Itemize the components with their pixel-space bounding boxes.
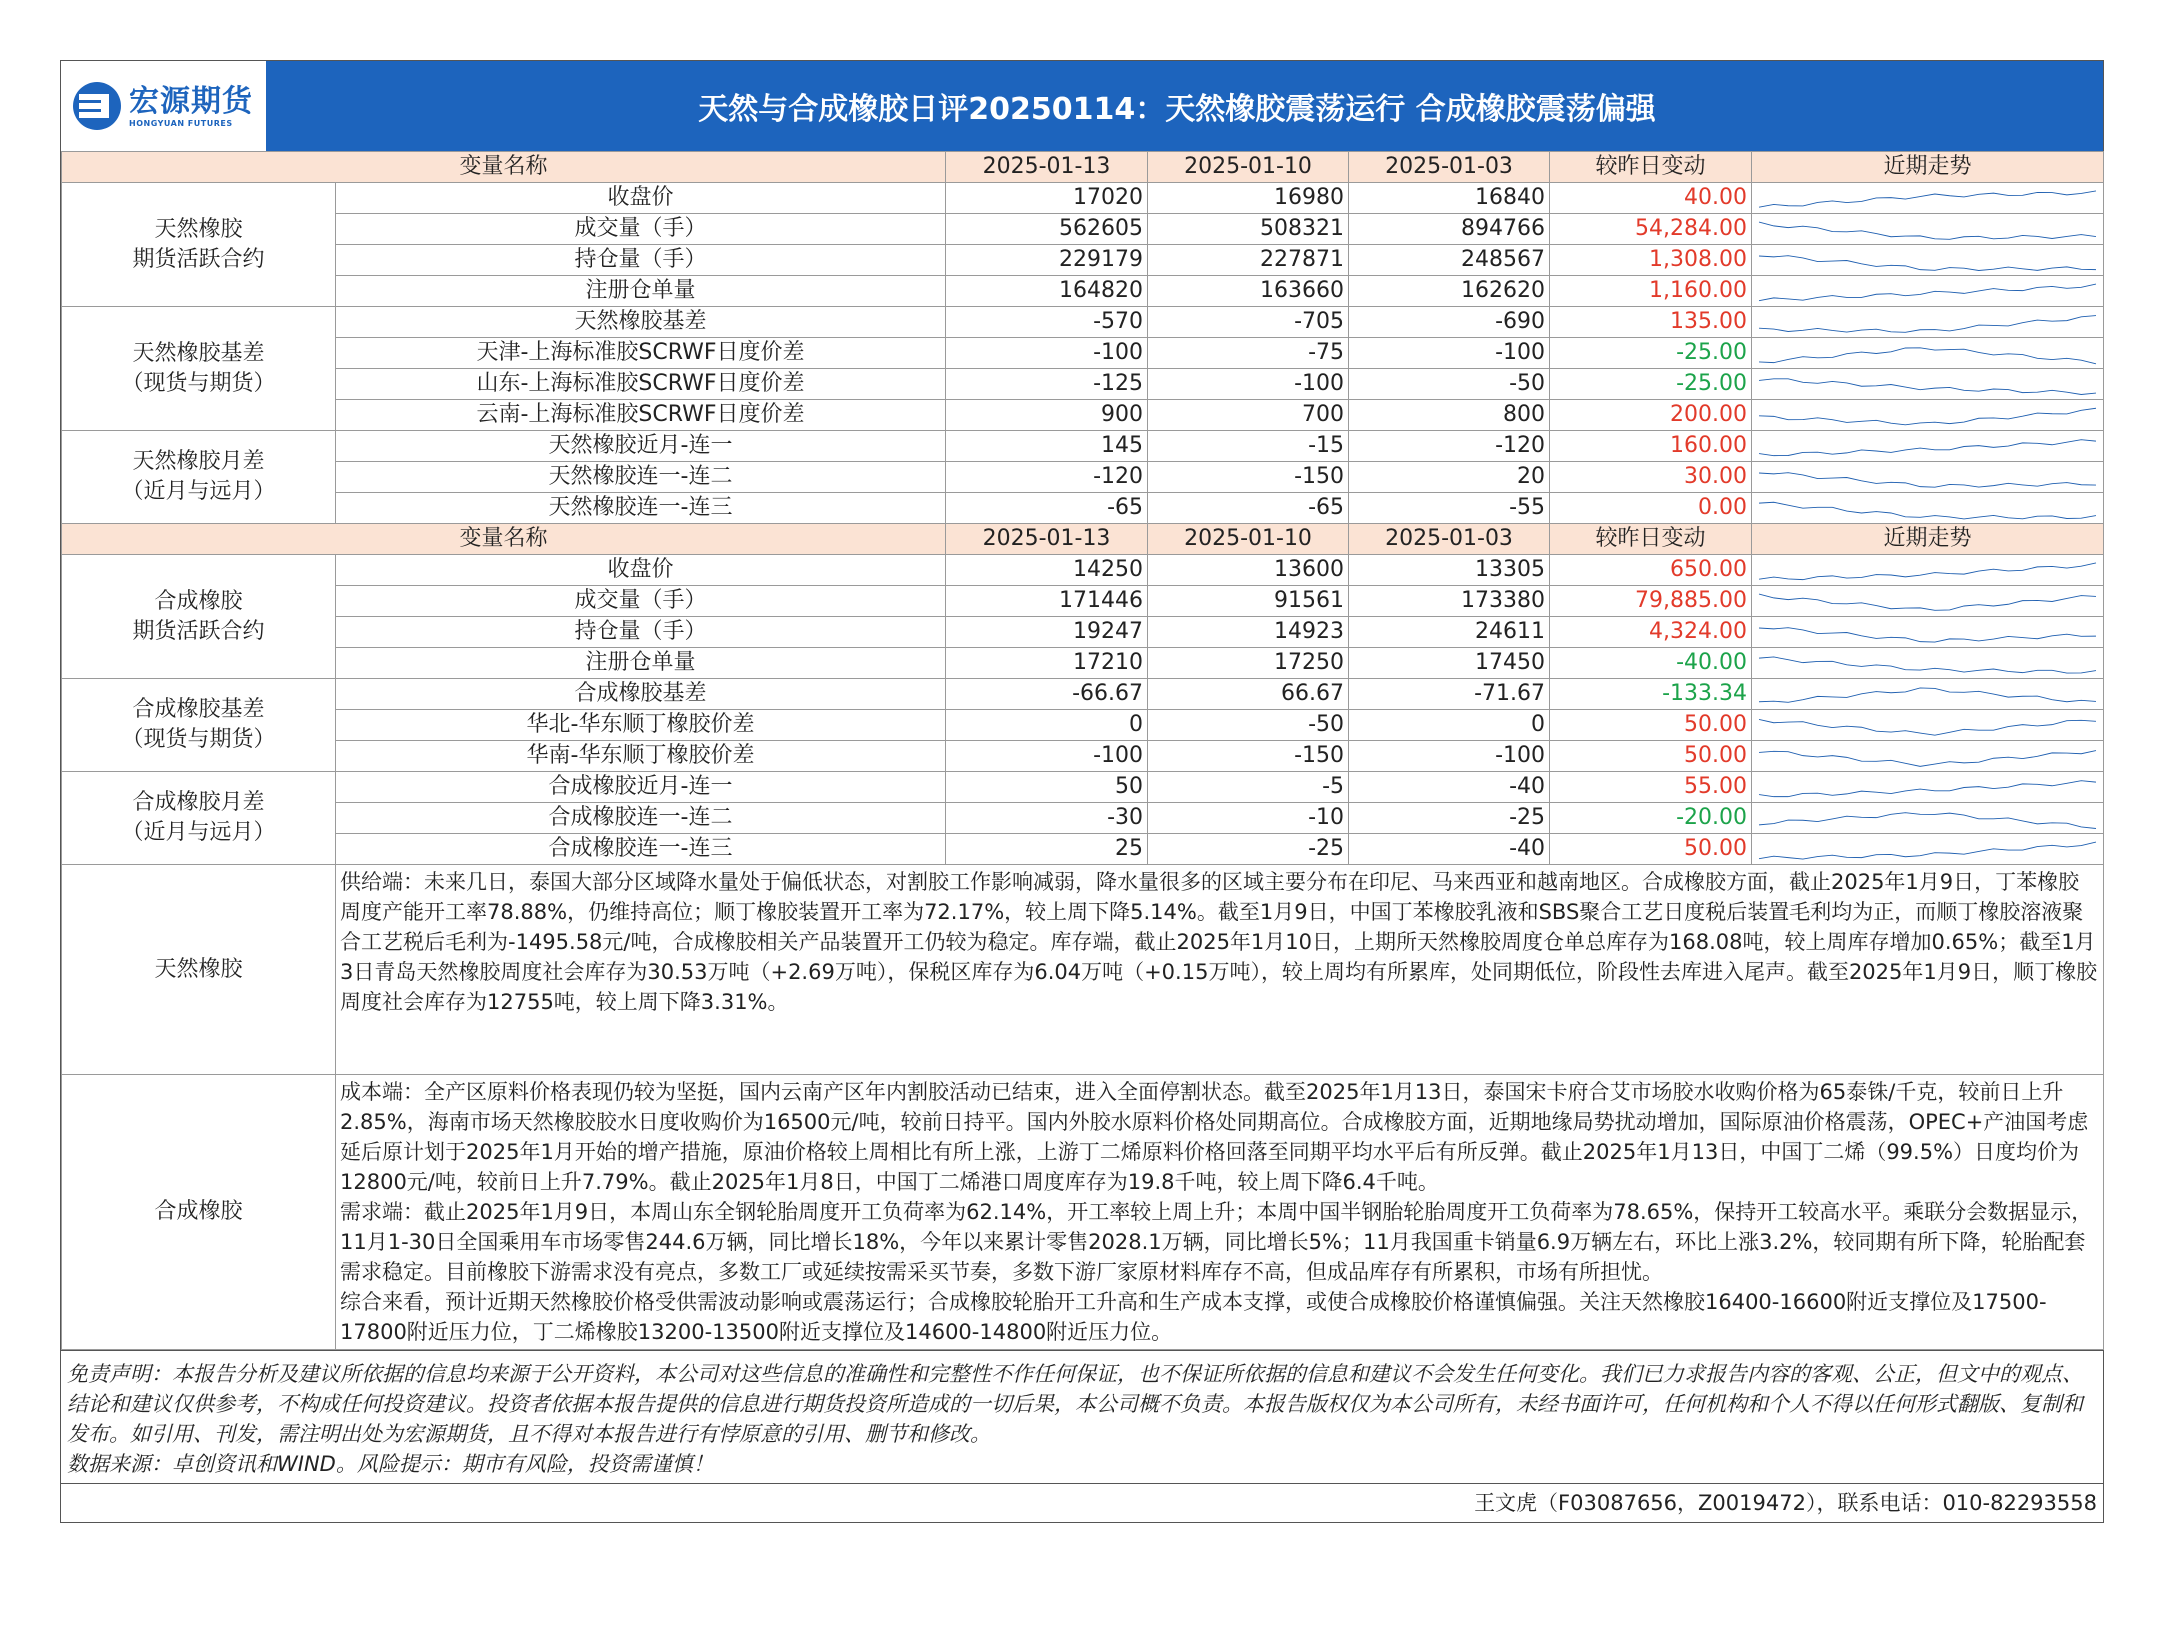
value-2025-01-10: 17250 xyxy=(1148,648,1349,679)
table-row xyxy=(62,741,2104,772)
sparkline-chart xyxy=(1752,308,2103,337)
trend-sparkline xyxy=(1752,400,2104,431)
commentary-summary: 综合来看，预计近期天然橡胶价格受供需波动影响或震荡运行；合成橡胶轮胎开工升高和生产成本支撑，或使合成橡胶价格谨慎偏强。关注天然橡胶16400-16600附近支撑位及17500-17800附近压力位，丁二烯橡胶13200-13500附近支撑位及14600-14800附近压力位。 xyxy=(340,1290,2047,1344)
sparkline-path xyxy=(1759,502,2096,519)
sparkline-chart xyxy=(1752,649,2103,678)
value-2025-01-03: -50 xyxy=(1349,369,1550,400)
group-label-line: 合成橡胶基差 xyxy=(132,697,265,722)
sparkline-chart xyxy=(1752,618,2103,647)
sparkline-path xyxy=(1759,255,2096,270)
value-2025-01-03: 173380 xyxy=(1349,586,1550,617)
daily-change: 30.00 xyxy=(1550,462,1752,493)
value-2025-01-13: -570 xyxy=(946,307,1148,338)
group-label xyxy=(62,307,336,431)
table-row xyxy=(62,834,2104,865)
logo-name-en: HONGYUAN FUTURES xyxy=(129,118,233,128)
sparkline-path xyxy=(1759,842,2096,859)
value-2025-01-03: 0 xyxy=(1349,710,1550,741)
column-header-row xyxy=(62,152,2104,183)
daily-change: 50.00 xyxy=(1550,741,1752,772)
sparkline-path xyxy=(1759,347,2096,363)
value-2025-01-03: 24611 xyxy=(1349,617,1550,648)
commentary-supply: 供给端：未来几日，泰国大部分区域降水量处于偏低状态，对割胶工作影响减弱，降水量很多的区域主要分布在印尼、马来西亚和越南地区。合成橡胶方面，截止2025年1月9日，丁苯橡胶周度产能开工率78.88%，仍维持高位；顺丁橡胶装置开工率为72.17%，较上周下降5.14%。截至1月9日，中国丁苯橡胶乳液和SBS聚合工艺日度税后装置毛利均为正，而顺丁橡胶溶液聚合工艺税后毛利为-1495.58元/吨，合成橡胶相关产品装置开工仍较为稳定。库存端，截止2025年1月10日，上期所天然橡胶周度仓单总库存为168.08吨，较上周库存增加0.65%；截至1月3日青岛天然橡胶周度社会库存为30.53万吨（+2.69万吨），保税区库存为6.04万吨（+0.15万吨），较上周均有所累库，处同期低位，阶段性去库进入尾声。截至2025年1月9日，顺丁橡胶周度社会库存为12755吨，较上周下降3.31%。 xyxy=(336,865,2104,1075)
value-2025-01-13: -66.67 xyxy=(946,679,1148,710)
daily-change: 160.00 xyxy=(1550,431,1752,462)
group-label-line: （现货与期货） xyxy=(121,370,276,396)
table-row xyxy=(62,431,2104,462)
value-2025-01-10: -75 xyxy=(1148,338,1349,369)
sparkline-chart xyxy=(1752,215,2103,244)
value-2025-01-03: 800 xyxy=(1349,400,1550,431)
table-row xyxy=(62,276,2104,307)
value-2025-01-13: 25 xyxy=(946,834,1148,865)
variable-name: 收盘价 xyxy=(336,183,946,214)
group-label xyxy=(62,679,336,772)
group-label xyxy=(62,772,336,865)
group-label-line: 合成橡胶 xyxy=(154,588,243,614)
header-col-5: 近期走势 xyxy=(1752,524,2104,555)
value-2025-01-03: -100 xyxy=(1349,741,1550,772)
value-2025-01-10: 66.67 xyxy=(1148,679,1349,710)
value-2025-01-10: -150 xyxy=(1148,462,1349,493)
value-2025-01-13: 50 xyxy=(946,772,1148,803)
header-col-2: 2025-01-10 xyxy=(1148,152,1349,183)
daily-change: 50.00 xyxy=(1550,834,1752,865)
group-label xyxy=(62,431,336,524)
value-2025-01-13: 14250 xyxy=(946,555,1148,586)
sparkline-chart xyxy=(1752,835,2103,864)
sparkline-path xyxy=(1759,627,2096,641)
trend-sparkline xyxy=(1752,493,2104,524)
header-col-3: 2025-01-03 xyxy=(1349,152,1550,183)
value-2025-01-03: 162620 xyxy=(1349,276,1550,307)
daily-change: 1,160.00 xyxy=(1550,276,1752,307)
value-2025-01-13: 145 xyxy=(946,431,1148,462)
table-row xyxy=(62,369,2104,400)
value-2025-01-13: 900 xyxy=(946,400,1148,431)
variable-name: 持仓量（手） xyxy=(336,617,946,648)
variable-name: 天然橡胶基差 xyxy=(336,307,946,338)
trend-sparkline xyxy=(1752,338,2104,369)
value-2025-01-13: 0 xyxy=(946,710,1148,741)
sparkline-path xyxy=(1759,750,2096,766)
sparkline-chart xyxy=(1752,556,2103,585)
header-col-4: 较昨日变动 xyxy=(1550,152,1752,183)
data-table xyxy=(61,151,2104,1350)
group-label xyxy=(62,183,336,307)
value-2025-01-10: 227871 xyxy=(1148,245,1349,276)
table-row xyxy=(62,617,2104,648)
value-2025-01-13: 164820 xyxy=(946,276,1148,307)
value-2025-01-10: -65 xyxy=(1148,493,1349,524)
group-label-line: 天然橡胶基差 xyxy=(132,340,265,366)
table-row xyxy=(62,400,2104,431)
variable-name: 山东-上海标准胶SCRWF日度价差 xyxy=(336,369,946,400)
sparkline-chart xyxy=(1752,277,2103,306)
variable-name: 注册仓单量 xyxy=(336,276,946,307)
report-title: 天然与合成橡胶日评20250114：天然橡胶震荡运行 合成橡胶震荡偏强 xyxy=(698,92,1656,127)
trend-sparkline xyxy=(1752,369,2104,400)
company-logo xyxy=(61,61,268,151)
group-label-line: （现货与期货） xyxy=(121,727,276,752)
sparkline-chart xyxy=(1752,742,2103,771)
trend-sparkline xyxy=(1752,648,2104,679)
value-2025-01-10: 163660 xyxy=(1148,276,1349,307)
value-2025-01-10: -15 xyxy=(1148,431,1349,462)
trend-sparkline xyxy=(1752,276,2104,307)
trend-sparkline xyxy=(1752,245,2104,276)
value-2025-01-03: -690 xyxy=(1349,307,1550,338)
trend-sparkline xyxy=(1752,741,2104,772)
value-2025-01-03: 16840 xyxy=(1349,183,1550,214)
value-2025-01-03: -25 xyxy=(1349,803,1550,834)
variable-name: 天然橡胶近月-连一 xyxy=(336,431,946,462)
table-row xyxy=(62,493,2104,524)
variable-name: 成交量（手） xyxy=(336,214,946,245)
column-header-row xyxy=(62,524,2104,555)
commentary-demand: 需求端：截止2025年1月9日，本周山东全钢轮胎周度开工负荷率为62.14%，开工率较上周上升；本周中国半钢胎轮胎周度开工负荷率为78.65%，保持开工较高水平。乘联分会数据显示，11月1-30日全国乘用车市场零售244.6万辆，同比增长18%，今年以来累计零售2028.1万辆，同比增长5%；11月我国重卡销量6.9万辆左右，环比上涨3.2%，较同期有所下降，轮胎配套需求稳定。目前橡胶下游需求没有亮点，多数工厂或延续按需采买节奏，多数下游厂家原材料库存不高，但成品库存有所累积，市场有所担忧。 xyxy=(340,1200,2093,1284)
value-2025-01-03: -71.67 xyxy=(1349,679,1550,710)
variable-name: 合成橡胶基差 xyxy=(336,679,946,710)
variable-name: 天然橡胶连一-连三 xyxy=(336,493,946,524)
commentary-row-synthetic xyxy=(62,1075,2104,1350)
group-label-line: 天然橡胶月差 xyxy=(132,449,265,474)
header-col-3: 2025-01-03 xyxy=(1349,524,1550,555)
sparkline-path xyxy=(1759,472,2096,487)
sparkline-chart xyxy=(1752,339,2103,368)
sparkline-chart xyxy=(1752,246,2103,275)
table-row xyxy=(62,648,2104,679)
sparkline-path xyxy=(1759,439,2096,455)
header-col-1: 2025-01-13 xyxy=(946,152,1148,183)
commentary-label-natural: 天然橡胶 xyxy=(62,865,336,1075)
trend-sparkline xyxy=(1752,586,2104,617)
variable-name: 天然橡胶连一-连二 xyxy=(336,462,946,493)
daily-change: 79,885.00 xyxy=(1550,586,1752,617)
daily-change: 135.00 xyxy=(1550,307,1752,338)
daily-change: 40.00 xyxy=(1550,183,1752,214)
group-label-line: （近月与远月） xyxy=(121,479,276,504)
value-2025-01-10: 91561 xyxy=(1148,586,1349,617)
variable-name: 成交量（手） xyxy=(336,586,946,617)
sparkline-path xyxy=(1759,687,2096,701)
variable-name: 合成橡胶连一-连二 xyxy=(336,803,946,834)
variable-name: 合成橡胶连一-连三 xyxy=(336,834,946,865)
value-2025-01-13: -30 xyxy=(946,803,1148,834)
value-2025-01-03: 894766 xyxy=(1349,214,1550,245)
daily-change: -40.00 xyxy=(1550,648,1752,679)
table-row xyxy=(62,245,2104,276)
value-2025-01-13: 19247 xyxy=(946,617,1148,648)
value-2025-01-10: 14923 xyxy=(1148,617,1349,648)
variable-name: 收盘价 xyxy=(336,555,946,586)
table-row xyxy=(62,586,2104,617)
daily-change: 55.00 xyxy=(1550,772,1752,803)
value-2025-01-13: -100 xyxy=(946,338,1148,369)
table-row xyxy=(62,183,2104,214)
value-2025-01-10: -705 xyxy=(1148,307,1349,338)
sparkline-path xyxy=(1759,408,2096,425)
sparkline-path xyxy=(1759,780,2096,796)
value-2025-01-10: -150 xyxy=(1148,741,1349,772)
report-sheet xyxy=(60,60,2104,1523)
value-2025-01-03: -40 xyxy=(1349,772,1550,803)
table-row xyxy=(62,679,2104,710)
value-2025-01-13: 171446 xyxy=(946,586,1148,617)
value-2025-01-03: 17450 xyxy=(1349,648,1550,679)
daily-change: 0.00 xyxy=(1550,493,1752,524)
sparkline-chart xyxy=(1752,432,2103,461)
sparkline-path xyxy=(1759,812,2096,828)
sparkline-path xyxy=(1759,656,2096,672)
daily-change: -25.00 xyxy=(1550,369,1752,400)
table-row xyxy=(62,772,2104,803)
sparkline-path xyxy=(1759,190,2096,206)
sparkline-chart xyxy=(1752,680,2103,709)
variable-name: 合成橡胶近月-连一 xyxy=(336,772,946,803)
trend-sparkline xyxy=(1752,834,2104,865)
value-2025-01-03: 248567 xyxy=(1349,245,1550,276)
value-2025-01-03: -55 xyxy=(1349,493,1550,524)
commentary-cost: 成本端：全产区原料价格表现仍较为坚挺，国内云南产区年内割胶活动已结束，进入全面停割状态。截至2025年1月13日，泰国宋卡府合艾市场胶水收购价格为65泰铢/千克，较前日上升2.85%，海南市场天然橡胶胶水日度收购价为16500元/吨，较前日持平。国内外胶水原料价格处同期高位。合成橡胶方面，近期地缘局势扰动增加，国际原油价格震荡，OPEC+产油国考虑延后原计划于2025年1月开始的增产措施，原油价格较上周相比有所上涨，上游丁二烯原料价格回落至同期平均水平后有所反弹。截止2025年1月13日，中国丁二烯（99.5%）日度均价为12800元/吨，较前日上升7.79%。截止2025年1月8日，中国丁二烯港口周度库存为19.8千吨，较上周下降6.4千吨。 xyxy=(340,1080,2089,1194)
header-col-5: 近期走势 xyxy=(1752,152,2104,183)
sparkline-path xyxy=(1759,315,2096,332)
variable-name: 持仓量（手） xyxy=(336,245,946,276)
header-col-2: 2025-01-10 xyxy=(1148,524,1349,555)
sparkline-chart xyxy=(1752,587,2103,616)
value-2025-01-10: 13600 xyxy=(1148,555,1349,586)
value-2025-01-10: -100 xyxy=(1148,369,1349,400)
value-2025-01-03: 20 xyxy=(1349,462,1550,493)
trend-sparkline xyxy=(1752,679,2104,710)
author-contact: 王文虎（F03087656，Z0019472），联系电话：010-82293558 xyxy=(61,1483,2103,1522)
trend-sparkline xyxy=(1752,307,2104,338)
value-2025-01-03: -120 xyxy=(1349,431,1550,462)
variable-name: 注册仓单量 xyxy=(336,648,946,679)
value-2025-01-03: -40 xyxy=(1349,834,1550,865)
header-variable-name: 变量名称 xyxy=(62,524,946,555)
sparkline-path xyxy=(1759,378,2096,394)
commentary-row-natural xyxy=(62,865,2104,1075)
daily-change: 4,324.00 xyxy=(1550,617,1752,648)
sparkline-path xyxy=(1759,284,2096,301)
value-2025-01-10: 700 xyxy=(1148,400,1349,431)
value-2025-01-10: 508321 xyxy=(1148,214,1349,245)
value-2025-01-13: 562605 xyxy=(946,214,1148,245)
daily-change: -133.34 xyxy=(1550,679,1752,710)
value-2025-01-10: -10 xyxy=(1148,803,1349,834)
variable-name: 云南-上海标准胶SCRWF日度价差 xyxy=(336,400,946,431)
variable-name: 华北-华东顺丁橡胶价差 xyxy=(336,710,946,741)
table-row xyxy=(62,214,2104,245)
sparkline-chart xyxy=(1752,370,2103,399)
table-row xyxy=(62,555,2104,586)
daily-change: 650.00 xyxy=(1550,555,1752,586)
sparkline-chart xyxy=(1752,773,2103,802)
table-row xyxy=(62,307,2104,338)
value-2025-01-13: 17020 xyxy=(946,183,1148,214)
value-2025-01-13: -125 xyxy=(946,369,1148,400)
logo-name-cn: 宏源期货 xyxy=(129,83,253,119)
group-label-line: 合成橡胶月差 xyxy=(132,790,265,815)
sparkline-path xyxy=(1759,222,2096,239)
trend-sparkline xyxy=(1752,710,2104,741)
trend-sparkline xyxy=(1752,214,2104,245)
value-2025-01-13: 17210 xyxy=(946,648,1148,679)
daily-change: 50.00 xyxy=(1550,710,1752,741)
value-2025-01-03: 13305 xyxy=(1349,555,1550,586)
commentary-label-synthetic: 合成橡胶 xyxy=(62,1075,336,1350)
table-row xyxy=(62,338,2104,369)
sparkline-path xyxy=(1759,719,2096,735)
sparkline-chart xyxy=(1752,184,2103,213)
trend-sparkline xyxy=(1752,803,2104,834)
header-col-1: 2025-01-13 xyxy=(946,524,1148,555)
trend-sparkline xyxy=(1752,183,2104,214)
trend-sparkline xyxy=(1752,772,2104,803)
group-label-line: 天然橡胶 xyxy=(154,216,243,242)
header-col-4: 较昨日变动 xyxy=(1550,524,1752,555)
sparkline-chart xyxy=(1752,401,2103,430)
daily-change: 1,308.00 xyxy=(1550,245,1752,276)
table-row xyxy=(62,803,2104,834)
sparkline-chart xyxy=(1752,494,2103,523)
sparkline-chart xyxy=(1752,463,2103,492)
sparkline-chart xyxy=(1752,804,2103,833)
value-2025-01-10: -25 xyxy=(1148,834,1349,865)
daily-change: 200.00 xyxy=(1550,400,1752,431)
variable-name: 华南-华东顺丁橡胶价差 xyxy=(336,741,946,772)
trend-sparkline xyxy=(1752,431,2104,462)
group-label-line: 期货活跃合约 xyxy=(132,618,265,644)
group-label-line: 期货活跃合约 xyxy=(132,246,265,272)
value-2025-01-13: -100 xyxy=(946,741,1148,772)
sparkline-path xyxy=(1759,594,2096,610)
value-2025-01-10: 16980 xyxy=(1148,183,1349,214)
value-2025-01-03: -100 xyxy=(1349,338,1550,369)
daily-change: -20.00 xyxy=(1550,803,1752,834)
disclaimer xyxy=(61,1350,2103,1483)
value-2025-01-10: -5 xyxy=(1148,772,1349,803)
daily-change: 54,284.00 xyxy=(1550,214,1752,245)
trend-sparkline xyxy=(1752,462,2104,493)
daily-change: -25.00 xyxy=(1550,338,1752,369)
disclaimer-text: 免责声明：本报告分析及建议所依据的信息均来源于公开资料，本公司对这些信息的准确性和完整性不作任何保证，也不保证所依据的信息和建议不会发生任何变化。我们已力求报告内容的客观、公正，但文中的观点、结论和建议仅供参考，不构成任何投资建议。投资者依据本报告提供的信息进行期货投资所造成的一切后果，本公司概不负责。本报告版权仅为本公司所有，未经书面许可，任何机构和个人不得以任何形式翻版、复制和发布。如引用、刊发，需注明出处为宏源期货，且不得对本报告进行有悖原意的引用、删节和修改。 xyxy=(67,1362,2083,1446)
table-row xyxy=(62,710,2104,741)
sparkline-chart xyxy=(1752,711,2103,740)
value-2025-01-13: -120 xyxy=(946,462,1148,493)
report-header xyxy=(61,61,2103,151)
value-2025-01-13: 229179 xyxy=(946,245,1148,276)
trend-sparkline xyxy=(1752,555,2104,586)
variable-name: 天津-上海标准胶SCRWF日度价差 xyxy=(336,338,946,369)
hongyuan-logo-icon xyxy=(71,80,123,132)
data-source-text: 数据来源：卓创资讯和WIND。风险提示：期市有风险，投资需谨慎！ xyxy=(67,1452,714,1476)
header-variable-name: 变量名称 xyxy=(62,152,946,183)
commentary-body xyxy=(336,1075,2104,1350)
group-label-line: （近月与远月） xyxy=(121,820,276,845)
value-2025-01-13: -65 xyxy=(946,493,1148,524)
value-2025-01-10: -50 xyxy=(1148,710,1349,741)
sparkline-path xyxy=(1759,562,2096,579)
trend-sparkline xyxy=(1752,617,2104,648)
table-row xyxy=(62,462,2104,493)
group-label xyxy=(62,555,336,679)
